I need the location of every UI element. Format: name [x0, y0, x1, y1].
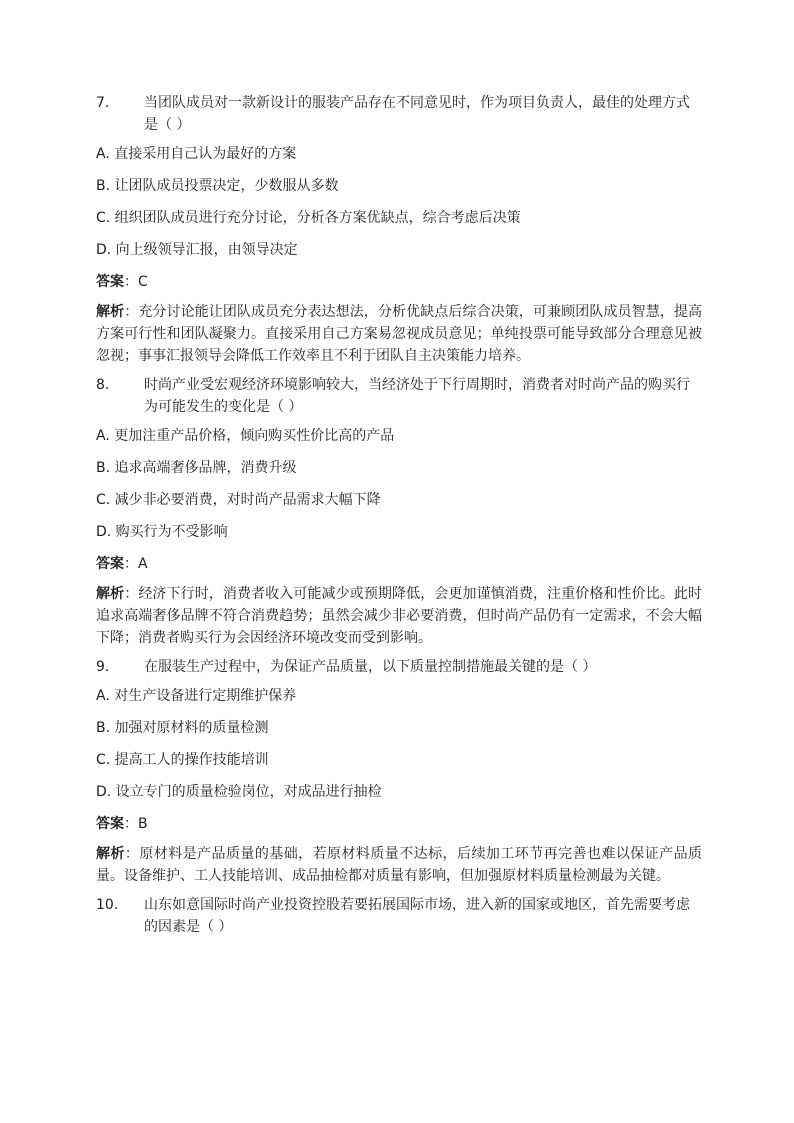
question-number: 9. — [96, 659, 110, 675]
option-c: C. 减少非必要消费，对时尚产品需求大幅下降 — [96, 492, 381, 508]
explanation-paragraph — [96, 843, 702, 887]
explanation-separator: ： — [124, 304, 139, 320]
explanation-separator: ： — [124, 586, 139, 602]
question-block-10 — [96, 894, 702, 938]
answer-value: A — [138, 556, 148, 572]
answer-label: 答案 — [96, 274, 124, 290]
answer-label: 答案 — [96, 816, 124, 832]
question-number: 7. — [96, 95, 110, 111]
answer-value: C — [138, 274, 148, 290]
option-c: C. 提高工人的操作技能培训 — [96, 752, 269, 768]
explanation-separator: ： — [124, 846, 140, 862]
question-text: 当团队成员对一款新设计的服装产品存在不同意见时，作为项目负责人，最佳的处理方式是（ ） — [144, 95, 690, 133]
option-a: A. 对生产设备进行定期维护保养 — [96, 688, 297, 704]
question-text: 在服装生产过程中，为保证产品质量，以下质量控制措施最关键的是（ ） — [144, 659, 597, 675]
option-b: B. 追求高端奢侈品牌，消费升级 — [96, 460, 297, 476]
question-number: 10. — [96, 897, 119, 913]
option-a: A. 直接采用自己认为最好的方案 — [96, 146, 297, 162]
question-stem — [96, 374, 702, 418]
answer-separator: ： — [124, 816, 138, 832]
option-d: D. 购买行为不受影响 — [96, 524, 228, 540]
answer-line — [96, 271, 702, 293]
explanation-paragraph — [96, 301, 702, 367]
question-number: 8. — [96, 377, 110, 393]
option-d: D. 向上级领导汇报，由领导决定 — [96, 242, 298, 258]
question-list — [96, 92, 702, 945]
question-text: 时尚产业受宏观经济环境影响较大，当经济处于下行周期时，消费者对时尚产品的购买行为可能发生的变化是（ ） — [144, 377, 690, 415]
answer-label: 答案 — [96, 556, 124, 572]
question-text: 山东如意国际时尚产业投资控股若要拓展国际市场，进入新的国家或地区，首先需要考虑的因素是（ ） — [144, 897, 690, 935]
option-a: A. 更加注重产品价格，倾向购买性价比高的产品 — [96, 428, 395, 444]
explanation-text: 原材料是产品质量的基础，若原材料质量不达标，后续加工环节再完善也难以保证产品质量。设备维护、工人技能培训、成品抽检都对质量有影响，但加强原材料质量检测最为关键。 — [96, 846, 703, 884]
explanation-text: 经济下行时，消费者收入可能减少或预期降低，会更加谨慎消费，注重价格和性价比。此时追求高端奢侈品牌不符合消费趋势；虽然会减少非必要消费，但时尚产品仍有一定需求，不会大幅下降；消费者购买行为会因经济环境改变而受到影响。 — [96, 586, 703, 646]
question-block-9 — [96, 656, 702, 887]
answer-value: B — [138, 816, 148, 832]
answer-separator: ： — [124, 556, 138, 572]
question-stem — [96, 92, 702, 136]
answer-separator: ： — [124, 274, 138, 290]
explanation-label: 解析 — [96, 846, 125, 862]
option-b: B. 加强对原材料的质量检测 — [96, 720, 269, 736]
question-block-7 — [96, 92, 702, 367]
option-b: B. 让团队成员投票决定，少数服从多数 — [96, 178, 339, 194]
answer-line — [96, 553, 702, 575]
explanation-paragraph — [96, 583, 702, 649]
option-c: C. 组织团队成员进行充分讨论，分析各方案优缺点，综合考虑后决策 — [96, 210, 521, 226]
explanation-label: 解析 — [96, 304, 125, 320]
answer-line — [96, 813, 702, 835]
explanation-label: 解析 — [96, 586, 125, 602]
question-stem — [96, 656, 702, 678]
explanation-text: 充分讨论能让团队成员充分表达想法，分析优缺点后综合决策，可兼顾团队成员智慧，提高方案可行性和团队凝聚力。直接采用自己方案易忽视成员意见；单纯投票可能导致部分合理意见被忽视；事事汇报领导会降低工作效率且不利于团队自主决策能力培养。 — [96, 304, 703, 364]
question-block-8 — [96, 374, 702, 649]
question-stem — [96, 894, 702, 938]
option-d: D. 设立专门的质量检验岗位，对成品进行抽检 — [96, 784, 382, 800]
